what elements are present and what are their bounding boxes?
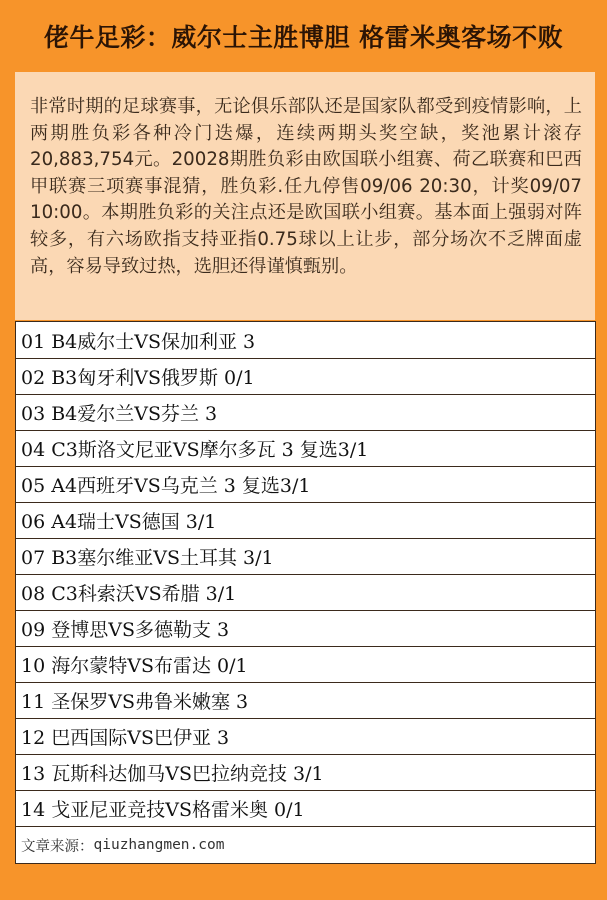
table-row: 04 C3斯洛文尼亚VS摩尔多瓦 3 复选3/1 bbox=[16, 431, 595, 467]
table-row: 10 海尔蒙特VS布雷达 0/1 bbox=[16, 647, 595, 683]
intro-paragraph: 非常时期的足球赛事，无论俱乐部队还是国家队都受到疫情影响，上两期胜负彩各种冷门迭爆，连续两期头奖空缺，奖池累计滚存20,883,754元。20028期胜负彩由欧国联小组赛、荷乙联赛和巴西甲联赛三项赛事混猜，胜负彩.任九停售09/06 20:30，计奖09/07 10:00。本期胜负彩的关注点还是欧国联小组赛。基本面上强弱对阵较多，有六场欧指支持亚指0.75球以上让步，部分场次不乏牌面虚高，容易导致过热，选胆还得谨慎甄别。 bbox=[15, 72, 595, 320]
table-row: 13 瓦斯科达伽马VS巴拉纳竞技 3/1 bbox=[16, 755, 595, 791]
source-line bbox=[16, 827, 595, 864]
page-title: 佬牛足彩：威尔士主胜博胆 格雷米奥客场不败 bbox=[43, 23, 564, 52]
table-row: 05 A4西班牙VS乌克兰 3 复选3/1 bbox=[16, 467, 595, 503]
table-row: 12 巴西国际VS巴伊亚 3 bbox=[16, 719, 595, 755]
table-row: 08 C3科索沃VS希腊 3/1 bbox=[16, 575, 595, 611]
source-label: 文章来源： bbox=[21, 838, 94, 855]
table-row: 03 B4爱尔兰VS芬兰 3 bbox=[16, 395, 595, 431]
match-table bbox=[15, 321, 596, 864]
table-row: 06 A4瑞士VS德国 3/1 bbox=[16, 503, 595, 539]
table-row: 14 戈亚尼亚竞技VS格雷米奥 0/1 bbox=[16, 791, 595, 827]
table-row: 11 圣保罗VS弗鲁米嫩塞 3 bbox=[16, 683, 595, 719]
source-url[interactable]: qiuzhangmen.com bbox=[93, 837, 225, 853]
table-row: 07 B3塞尔维亚VS土耳其 3/1 bbox=[16, 539, 595, 575]
table-row: 09 登博思VS多德勒支 3 bbox=[16, 611, 595, 647]
table-row: 02 B3匈牙利VS俄罗斯 0/1 bbox=[16, 359, 595, 395]
table-row: 01 B4威尔士VS保加利亚 3 bbox=[16, 322, 595, 359]
